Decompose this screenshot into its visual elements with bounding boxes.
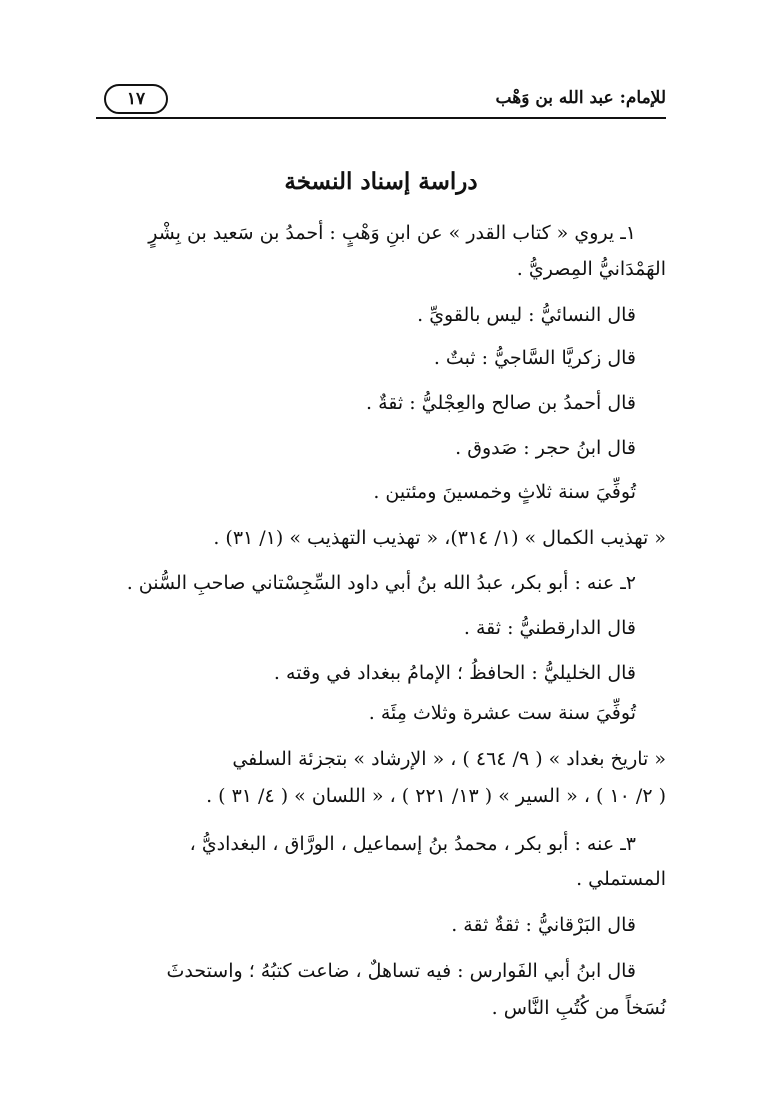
- reference-line: « تاريخ بغداد » ( ٩/ ٤٦٤ ) ، « الإرشاد » بتجزئة السلفي: [232, 748, 666, 770]
- header-title: للإمام: عبد الله بن وَهْب: [495, 88, 666, 108]
- running-header: [96, 78, 666, 118]
- paragraph-line: الهَمْدَانيُّ المِصريُّ .: [516, 258, 666, 280]
- reference-line: « تهذيب الكمال » (١/ ٣١٤)، « تهذيب التهذيب » (١/ ٣١) .: [213, 527, 666, 549]
- paragraph-line: قال الخليليُّ : الحافظُ ؛ الإمامُ ببغداد في وقته .: [273, 662, 636, 684]
- paragraph-line: قال ابنُ أبي الفَوارس : فيه تساهلٌ ، ضاعت كتبُهُ ؛ واستحدثَ: [166, 960, 636, 982]
- paragraph-line: نُسَخاً من كُتُبِ النَّاس .: [491, 997, 666, 1019]
- paragraph-line: قال ابنُ حجر : صَدوق .: [455, 437, 636, 459]
- paragraph-line: قال البَرْقانيُّ : ثقةٌ ثقة .: [451, 914, 636, 936]
- paragraph-line: قال النسائيُّ : ليس بالقويِّ .: [417, 304, 636, 326]
- header-rule: [96, 117, 666, 119]
- paragraph-line: ٣ـ عنه : أبو بكر ، محمدُ بنُ إسماعيل ، الورَّاق ، البغداديُّ ،: [189, 833, 636, 855]
- paragraph-line: المستملي .: [576, 868, 666, 890]
- paragraph-line: تُوفِّيَ سنة ثلاثٍ وخمسينَ ومئتين .: [373, 481, 636, 503]
- reference-line: ( ٢/ ١٠ ) ، « السير » ( ١٣/ ٢٢١ ) ، « اللسان » ( ٤/ ٣١ ) .: [206, 785, 666, 807]
- paragraph-line: قال أحمدُ بن صالح والعِجْليُّ : ثقةٌ .: [366, 392, 636, 414]
- paragraph-line: تُوفِّيَ سنة ست عشرة وثلاث مِئَة .: [368, 702, 636, 724]
- section-title: دراسة إسناد النسخة: [284, 168, 478, 195]
- paragraph-line: ٢ـ عنه : أبو بكر، عبدُ الله بنُ أبي داود السِّجِسْتاني صاحبِ السُّنن .: [126, 572, 636, 594]
- paragraph-line: قال زكريَّا السَّاجيُّ : ثبتٌ .: [433, 347, 636, 369]
- paragraph-line: قال الدارقطنيُّ : ثقة .: [463, 617, 636, 639]
- paragraph-line: ١ـ يروي « كتاب القدر » عن ابنِ وَهْبٍ : أحمدُ بن سَعيد بن بِشْرٍ: [148, 222, 636, 244]
- page-number: ١٧: [104, 84, 168, 114]
